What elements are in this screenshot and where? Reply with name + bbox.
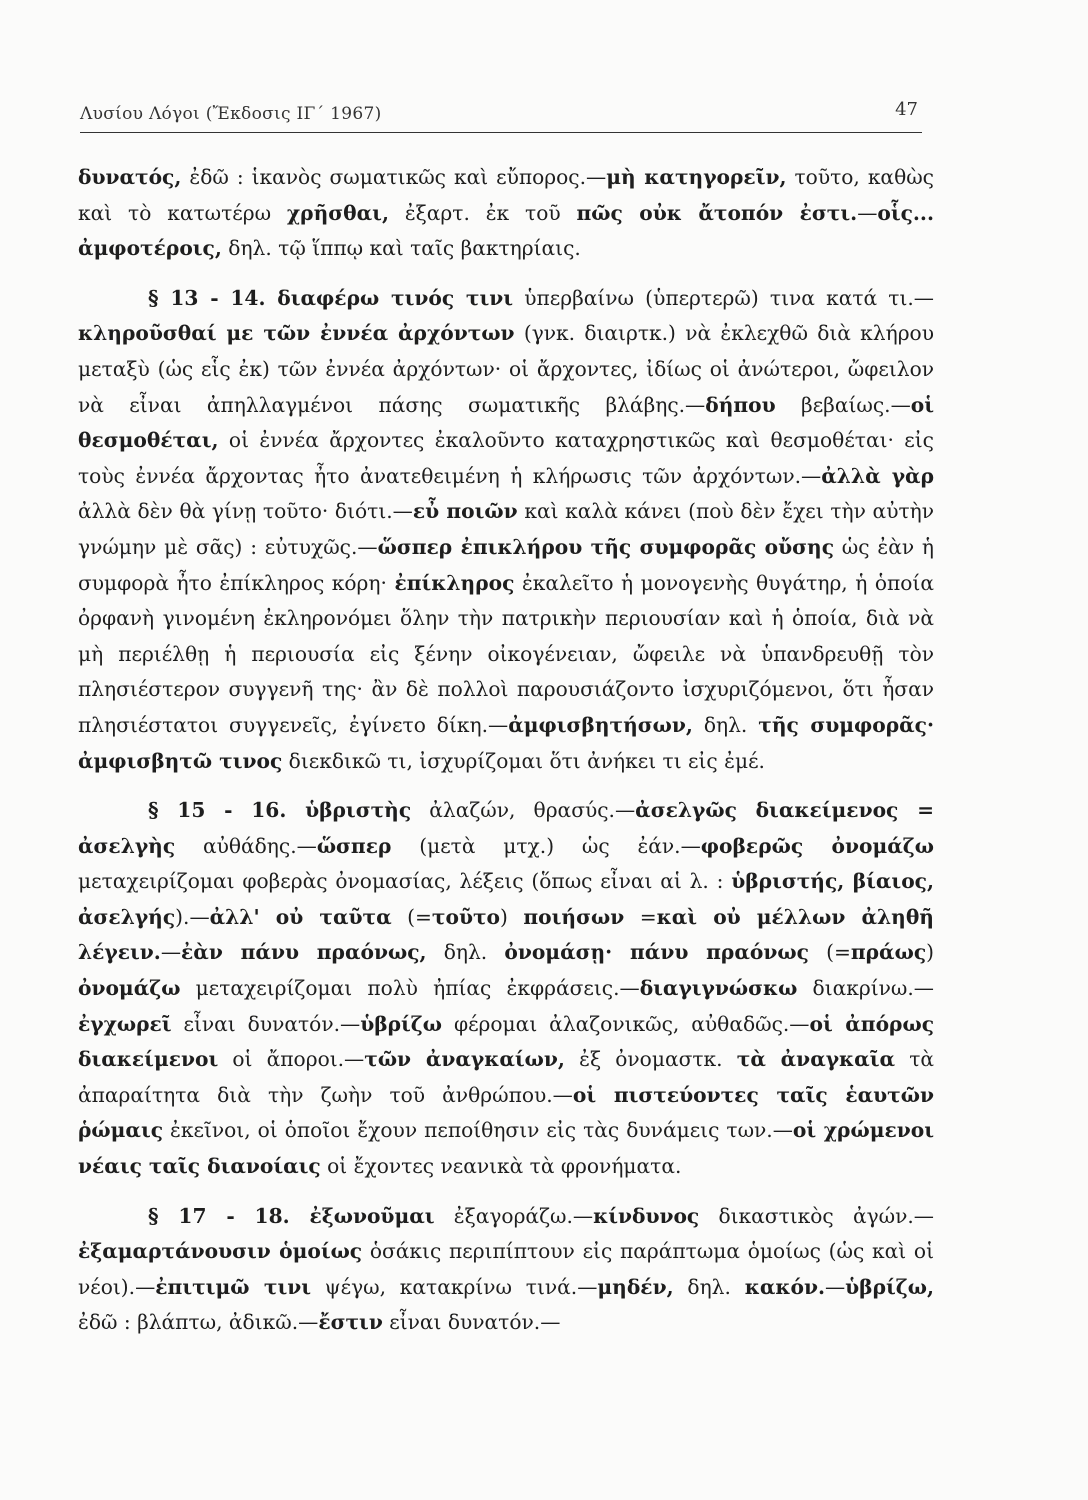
lemma-term: ἀλλὰ γὰρ [821,463,934,488]
gloss-text: διεκδικῶ τι, ἰσχυρίζομαι ὅτι ἀνήκει τι εἰς ἐμέ. [282,748,765,773]
lemma-term: § 17 - 18. ἐξωνοῦμαι [148,1203,435,1228]
gloss-text: εἶναι δυνατόν.— [382,1310,561,1335]
gloss-text: ἐκεῖνοι, οἱ ὁποῖοι ἔχουν πεποίθησιν εἰς τὰς δυνάμεις των.— [163,1118,793,1143]
gloss-text: — [824,1274,846,1299]
gloss-text: (= [808,940,851,965]
lemma-term: κληροῦσθαί με τῶν ἐννέα ἀρχόντων [78,321,515,346]
lemma-term: ὀνομάσῃ· πάνυ πραόνως [504,940,809,965]
lemma-term: φοβερῶς ὀνομάζω [700,833,934,858]
paragraph [78,793,934,1185]
lemma-term: ἀλλ' οὐ ταῦτα [209,904,392,929]
lemma-term: ὀνομάζω [78,976,181,1001]
lemma-term: κίνδυνος [593,1203,700,1228]
gloss-text: ἀλλὰ δὲν θὰ γίνῃ τοῦτο· διότι.— [78,499,413,524]
gloss-text: ἐκαλεῖτο ἡ μονογενὴς θυγάτηρ, ἡ ὁποία ὀρφανὴ γινομένη ἐκληρονόμει ὅλην τὴν πατρικὴν περιουσίαν καὶ ἡ ὁποία, διὰ νὰ μὴ περιέλθῃ ἡ περιουσία εἰς ξένην οἰκογένειαν, ὤφειλε νὰ ὑπανδρευθῇ τὸν πλησιέστερον συγγενῆ της· ἂν δὲ πολλοὶ παρουσιάζοντο ἰσχυριζόμενοι, ὅτι ἦσαν πλησιέστατοι συγγενεῖς, ἐγίνετο δίκη.— [78,570,934,737]
lemma-term: ἐξαμαρτάνουσιν ὁμοίως [78,1239,363,1264]
lemma-term: δυνατός, [78,165,182,189]
lemma-term: οἱ χρώμενοι νέαις ταῖς διανοίαις [78,1118,934,1179]
lemma-term: χρῆσθαι, [286,200,389,225]
lemma-term: δήπου [705,392,776,417]
lemma-term: § 15 - 16. ὑβριστὴς [148,798,412,823]
gloss-text: βεβαίως.— [775,392,911,417]
paragraph [78,281,934,779]
paragraph [78,160,934,267]
gloss-text: ἐξαγοράζω.— [434,1203,594,1228]
gloss-text: — [160,940,182,965]
gloss-text: ὁσάκις περιπίπτουν εἰς παράπτωμα ὁμοίως (ὡς καὶ οἱ νέοι).— [78,1239,934,1299]
lemma-term: μηδέν, [597,1274,674,1299]
gloss-text: ) [926,940,934,965]
gloss-text: (γνκ. διαιρτκ.) νὰ ἐκλεχθῶ διὰ κλήρου μεταξὺ (ὡς εἷς ἐκ) τῶν ἐννέα ἀρχόντων· οἱ ἄρχοντες, ἰδίως οἱ ἀνώτεροι, ὤφειλον νὰ εἶναι ἀπηλλαγμένοι πάσης σωματικῆς βλάβης.— [78,321,934,417]
gloss-text: ) [500,904,524,929]
gloss-text: ).— [175,904,210,929]
gloss-text: εἶναι δυνατόν.— [171,1011,361,1036]
gloss-text: οἱ ἔχοντες νεανικὰ τὰ φρονήματα. [320,1154,682,1179]
lemma-term: ἐὰν πάνυ πραόνως, [181,940,427,965]
gloss-text: καὶ καλὰ κάνει (ποὺ δὲν ἔχει τὴν αὐτὴν γνώμην μὲ σᾶς) : εὐτυχῶς.— [78,499,934,559]
gloss-text: ὡς ἐὰν ἡ συμφορὰ ἦτο ἐπίκληρος κόρη· [78,534,934,595]
lemma-term: οἷς... ἀμφοτέροις, [78,200,934,261]
gloss-text: τὰ ἀπαραίτητα διὰ τὴν ζωὴν τοῦ ἀνθρώπου.— [78,1047,935,1107]
gloss-text: — [857,200,878,225]
lemma-term: εὖ ποιῶν [412,499,518,524]
lemma-term: τῆς συμφορᾶς· ἀμφισβητῶ τινος [78,712,935,773]
gloss-text: δηλ. [426,940,505,965]
gloss-text: ψέγω, κατακρίνω τινά.— [310,1274,598,1299]
lemma-term: ἀσελγῶς διακείμενος = ἀσελγὴς [78,798,934,858]
lemma-term: μὴ κατηγορεῖν, [606,165,787,189]
gloss-text: (= [391,904,432,929]
lemma-term: ὑβρίζω [360,1011,442,1036]
lemma-term: ἐπιτιμῶ τινι [155,1274,311,1299]
gloss-text: δηλ. [673,1274,745,1299]
lemma-term: ἐπίκληρος [394,570,515,595]
lemma-term: κακόν. [744,1274,825,1299]
lemma-term: καὶ οὐ μέλλων ἀληθῆ λέγειν. [78,904,934,965]
gloss-text: = [624,904,657,929]
page-header [80,92,922,133]
lemma-term: οἱ ἀπόρως διακείμενοι [78,1011,934,1072]
gloss-text: φέρομαι ἀλαζονικῶς, αὐθαδῶς.— [442,1011,810,1036]
lemma-term: ὑβριστής, βίαιος, ἀσελγής [78,869,934,929]
lemma-term: ἀμφισβητήσων, [508,712,693,737]
gloss-text: δηλ. τῷ ἵππῳ καὶ ταῖς βακτηρίαις. [221,236,581,261]
lemma-term: διαγιγνώσκω [639,976,798,1001]
gloss-text: μεταχειρίζομαι φοβερὰς ὀνομασίας, λέξεις (ὅπως εἶναι αἱ λ. : [78,869,732,894]
gloss-text: ἐξαρτ. ἐκ τοῦ [388,200,577,225]
lemma-term: πράως [850,940,927,965]
lemma-term: ἔστιν [318,1310,383,1335]
gloss-text: αὐθάδης.— [175,833,317,858]
lemma-term: ἐγχωρεῖ [78,1011,172,1036]
running-title: Λυσίου Λόγοι (Ἔκδοσις ΙΓ΄ 1967) [80,104,382,124]
lemma-term: ὑβρίζω, [845,1274,934,1299]
lemma-term: § 13 - 14. διαφέρω τινός τινι [148,285,514,310]
lemma-term: τῶν ἀναγκαίων, [364,1047,565,1072]
gloss-text: μεταχειρίζομαι πολὺ ἠπίας ἐκφράσεις.— [180,976,640,1001]
commentary-body [78,160,934,1341]
lemma-term: πῶς οὐκ ἄτοπόν ἐστι. [576,200,858,225]
gloss-text: δικαστικὸς ἀγών.— [699,1203,934,1228]
gloss-text: ἐδῶ : ἱκανὸς σωματικῶς καὶ εὔπορος.— [181,165,607,189]
gloss-text: ἀλαζών, θρασύς.— [411,798,636,823]
gloss-text: τοῦτο, καθὼς καὶ τὸ κατωτέρω [78,165,934,225]
paragraph [78,1199,934,1341]
page-number: 47 [895,99,918,120]
gloss-text: ἐδῶ : βλάπτω, ἀδικῶ.— [78,1310,319,1335]
lemma-term: τοῦτο [431,904,501,929]
lemma-term: οἱ θεσμοθέται, [78,392,934,453]
gloss-text: διακρίνω.— [797,976,934,1001]
gloss-text: δηλ. [692,712,759,737]
lemma-term: ποιήσων [523,904,625,929]
gloss-text: (μετὰ μτχ.) ὡς ἐάν.— [391,833,701,858]
gloss-text: ὑπερβαίνω (ὑπερτερῶ) τινα κατά τι.— [513,285,934,310]
lemma-term: οἱ πιστεύοντες ταῖς ἑαυτῶν ῥώμαις [78,1082,934,1143]
gloss-text: ἐξ ὀνομαστκ. [564,1047,737,1072]
lemma-term: τὰ ἀναγκαῖα [736,1047,896,1072]
gloss-text: οἱ ἐννέα ἄρχοντες ἐκαλοῦντο καταχρηστικῶς καὶ θεσμοθέται· εἰς τοὺς ἐννέα ἄρχοντας ἦτο ἀνατεθειμένη ἡ κλήρωσις τῶν ἀρχόντων.— [78,428,934,488]
lemma-term: ὥσπερ [316,833,392,858]
lemma-term: ὥσπερ ἐπικλήρου τῆς συμφορᾶς οὔσης [377,534,834,559]
gloss-text: οἱ ἄποροι.— [218,1047,365,1072]
